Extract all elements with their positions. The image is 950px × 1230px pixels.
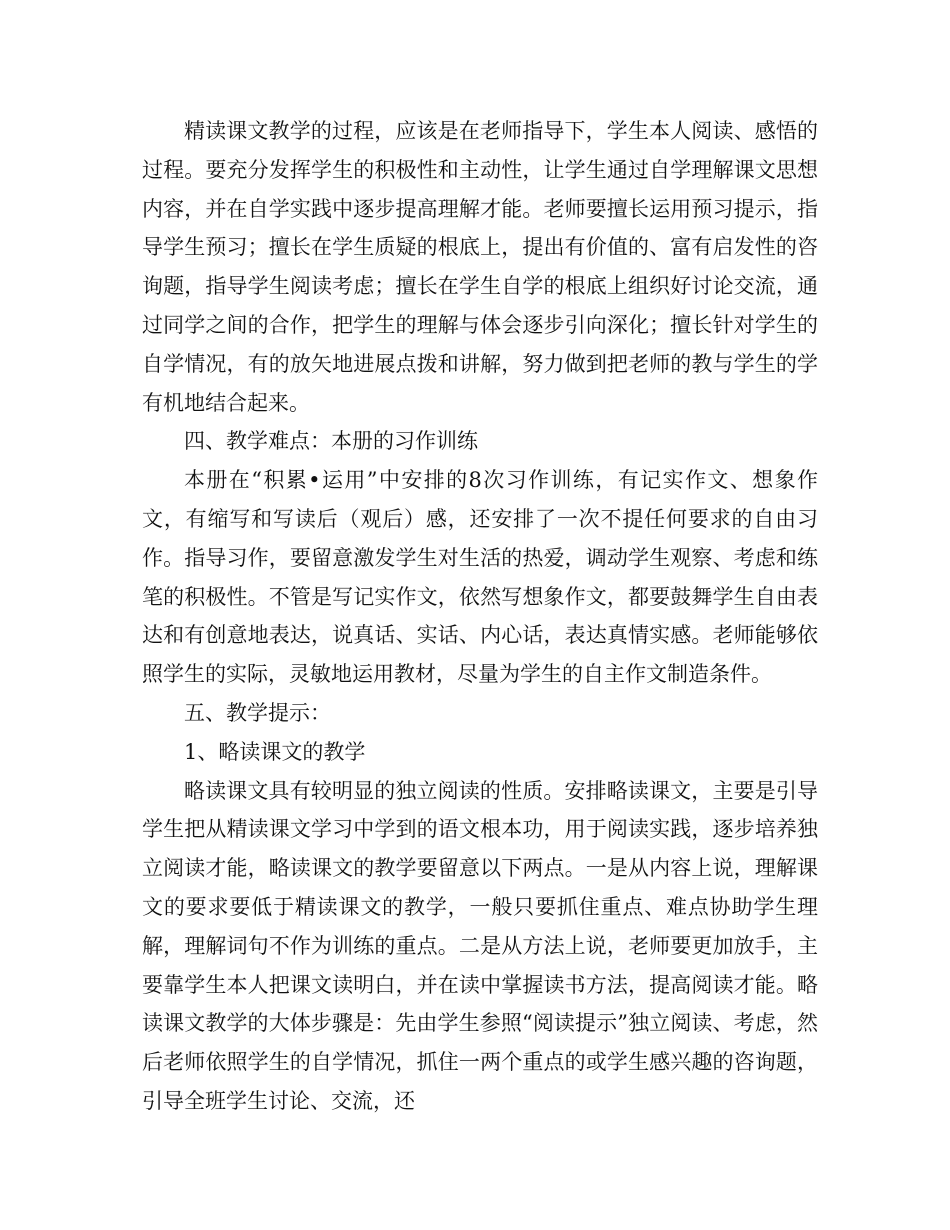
- heading-teaching-difficulty: 四、教学难点：本册的习作训练: [184, 429, 478, 454]
- paragraph-writing-training: 本册在“积累•运用”中安排的8次习作训练，有记实作文、想象作文，有缩写和写读后（观后）感，还安排了一次不提任何要求的自由习作。指导习作，要留意激发学生对生活的热爱，调动学生观察、考虑和练笔的积极性。不管是写记实作文，依然写想象作文，都要鼓舞学生自由表达和有创意地表达，说真话、实话、内心话，表达真情实感。老师能够依照学生的实际，灵敏地运用教材，尽量为学生的自主作文制造条件。: [142, 468, 818, 687]
- paragraph-intensive-reading: 精读课文教学的过程，应该是在老师指导下，学生本人阅读、感悟的过程。要充分发挥学生的积极性和主动性，让学生通过自学理解课文思想内容，并在自学实践中逐步提高理解才能。老师要擅长运用预习提示，指导学生预习；擅长在学生质疑的根底上，提出有价值的、富有启发性的咨询题，指导学生阅读考虑；擅长在学生自学的根底上组织好讨论交流，通过同学之间的合作，把学生的理解与体会逐步引向深化；擅长针对学生的自学情况，有的放矢地进展点拨和讲解，努力做到把老师的教与学生的学有机地结合起来。: [142, 119, 818, 415]
- subheading-skim-reading: 1、略读课文的教学: [184, 739, 366, 764]
- document-page: [142, 112, 818, 1121]
- heading-teaching-tips: 五、教学提示：: [184, 700, 331, 725]
- paragraph-skim-reading: 略读课文具有较明显的独立阅读的性质。安排略读课文，主要是引导学生把从精读课文学习中学到的语文根本功，用于阅读实践，逐步培养独立阅读才能，略读课文的教学要留意以下两点。一是从内容上说，理解课文的要求要低于精读课文的教学，一般只要抓住重点、难点协助学生理解，理解词句不作为训练的重点。二是从方法上说，老师要更加放手，主要靠学生本人把课文读明白，并在读中掌握读书方法，提高阅读才能。略读课文教学的大体步骤是：先由学生参照“阅读提示”独立阅读、考虑，然后老师依照学生的自学情况，抓住一两个重点的或学生感兴趣的咨询题，引导全班学生讨论、交流，还: [142, 778, 818, 1113]
